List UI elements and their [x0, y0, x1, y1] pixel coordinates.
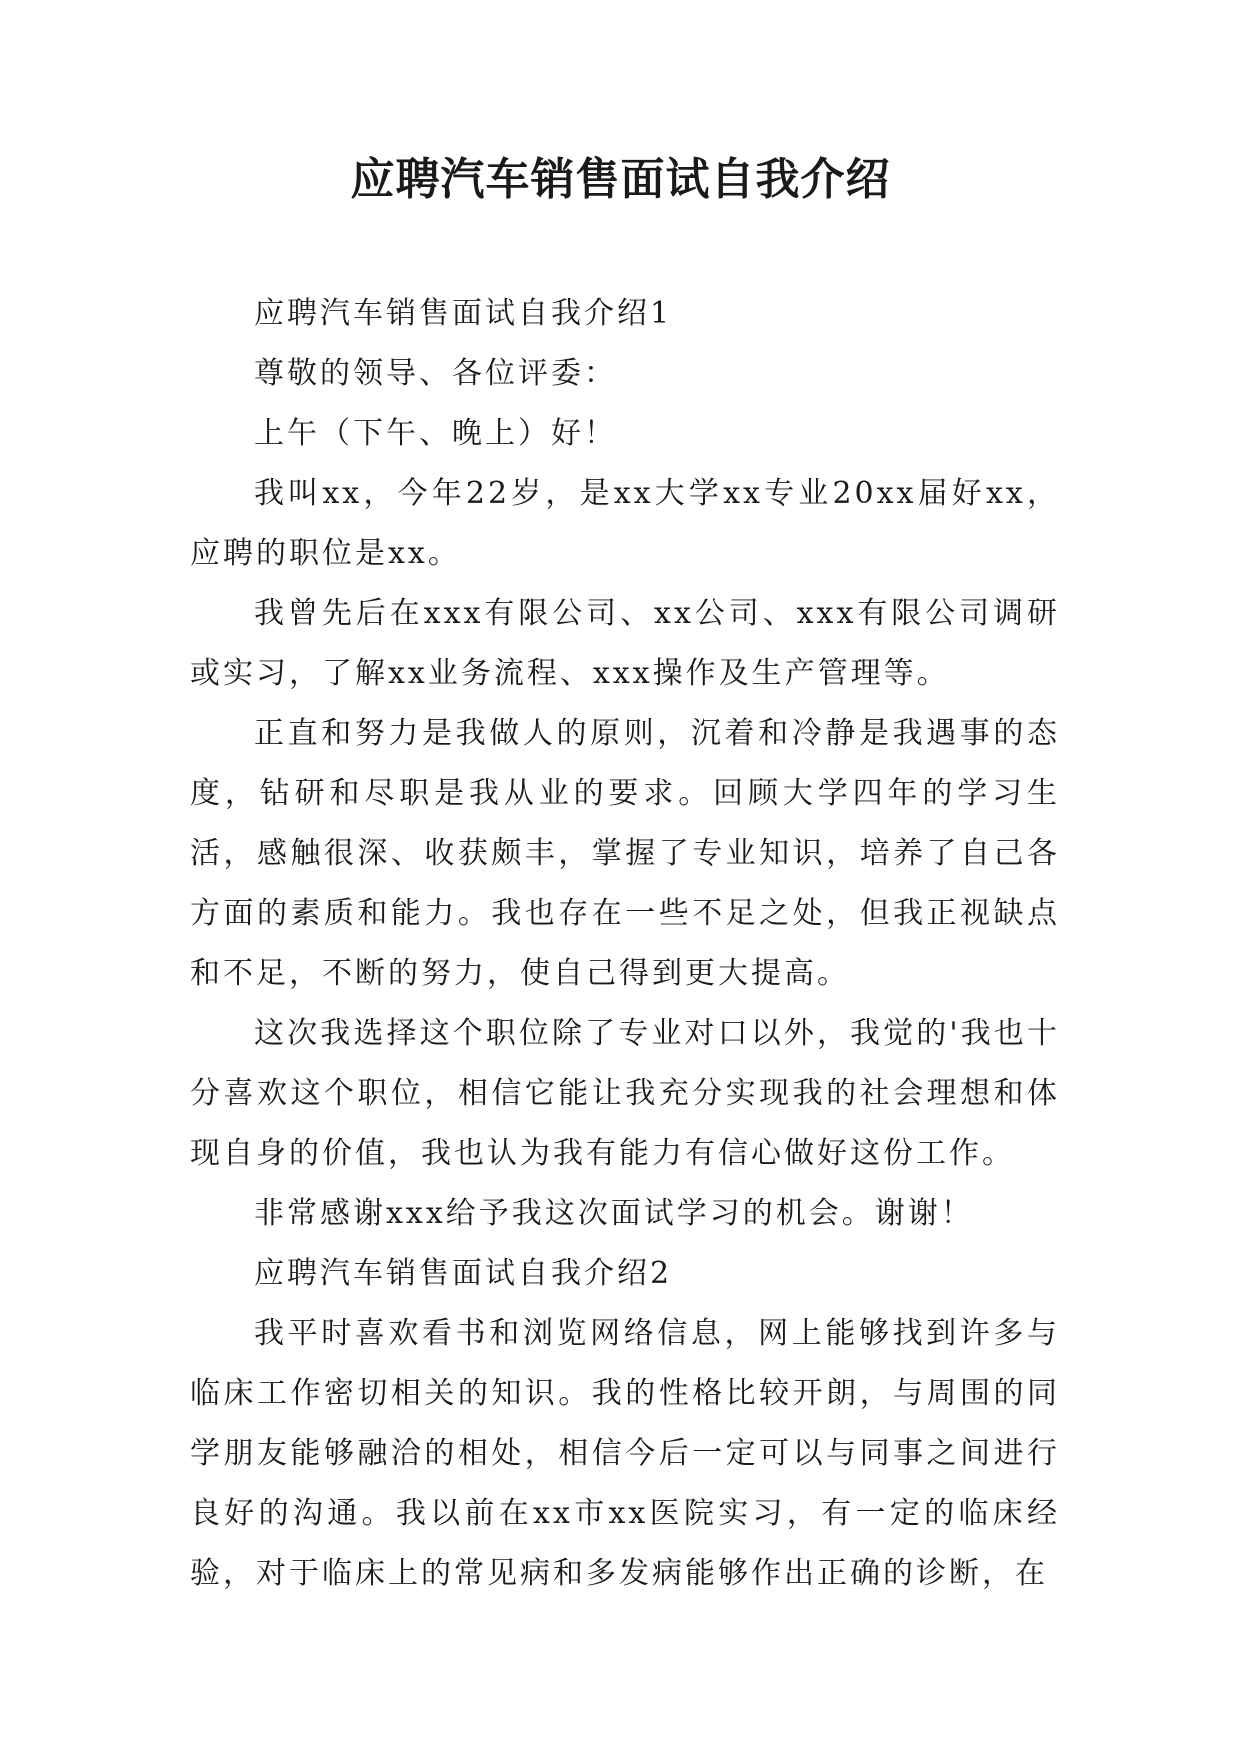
- paragraph-motivation: 这次我选择这个职位除了专业对口以外，我觉的'我也十分喜欢这个职位，相信它能让我充分实现我的社会理想和体现自身的价值，我也认为我有能力有信心做好这份工作。: [190, 1016, 1060, 1171]
- salutation: 尊敬的领导、各位评委：: [254, 356, 617, 391]
- paragraph-intro: 我叫xx，今年22岁，是xx大学xx专业20xx届好xx，应聘的职位是xx。: [190, 476, 1060, 571]
- section-heading-2: 应聘汽车销售面试自我介绍2: [254, 1256, 673, 1291]
- section-heading-1: 应聘汽车销售面试自我介绍1: [254, 296, 673, 331]
- document-title: 应聘汽车销售面试自我介绍: [350, 154, 891, 205]
- paragraph-hobbies: 我平时喜欢看书和浏览网络信息，网上能够找到许多与临床工作密切相关的知识。我的性格比较开朗，与周围的同学朋友能够融洽的相处，相信今后一定可以与同事之间进行良好的沟通。我以前在xx市xx医院实习，有一定的临床经验，对于临床上的常见病和多发病能够作出正确的诊断，在: [190, 1316, 1060, 1591]
- paragraph-character: 正直和努力是我做人的原则，沉着和冷静是我遇事的态度，钻研和尽职是我从业的要求。回顾大学四年的学习生活，感触很深、收获颇丰，掌握了专业知识，培养了自己各方面的素质和能力。我也存在一些不足之处，但我正视缺点和不足，不断的努力，使自己得到更大提高。: [190, 716, 1060, 991]
- greeting: 上午（下午、晚上）好！: [254, 416, 617, 451]
- paragraph-experience: 我曾先后在xxx有限公司、xx公司、xxx有限公司调研或实习，了解xx业务流程、xxx操作及生产管理等。: [190, 596, 1060, 691]
- document-body: [190, 284, 1060, 1604]
- paragraph-thanks: 非常感谢xxx给予我这次面试学习的机会。谢谢！: [254, 1196, 974, 1231]
